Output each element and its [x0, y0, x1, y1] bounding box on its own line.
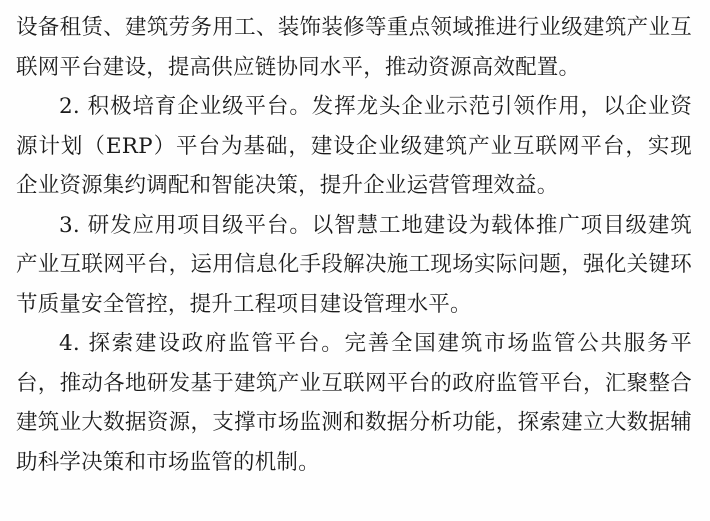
paragraph-item-4: 4. 探索建设政府监管平台。完善全国建筑市场监管公共服务平台，推动各地研发基于建筑产业互联网平台的政府监管平台，汇聚整合建筑业大数据资源，支撑市场监测和数据分析功能，探索建立大数据辅助科学决策和市场监管的机制。 — [16, 331, 692, 475]
document-body — [16, 8, 692, 482]
paragraph-continued: 设备租赁、建筑劳务用工、装饰装修等重点领域推进行业级建筑产业互联网平台建设，提高供应链协同水平，推动资源高效配置。 — [16, 15, 692, 80]
paragraph-item-3: 3. 研发应用项目级平台。以智慧工地建设为载体推广项目级建筑产业互联网平台，运用信息化手段解决施工现场实际问题，强化关键环节质量安全管控，提升工程项目建设管理水平。 — [16, 212, 692, 317]
paragraph-item-2: 2. 积极培育企业级平台。发挥龙头企业示范引领作用，以企业资源计划（ERP）平台为基础，建设企业级建筑产业互联网平台，实现企业资源集约调配和智能决策，提升企业运营管理效益。 — [16, 94, 692, 198]
